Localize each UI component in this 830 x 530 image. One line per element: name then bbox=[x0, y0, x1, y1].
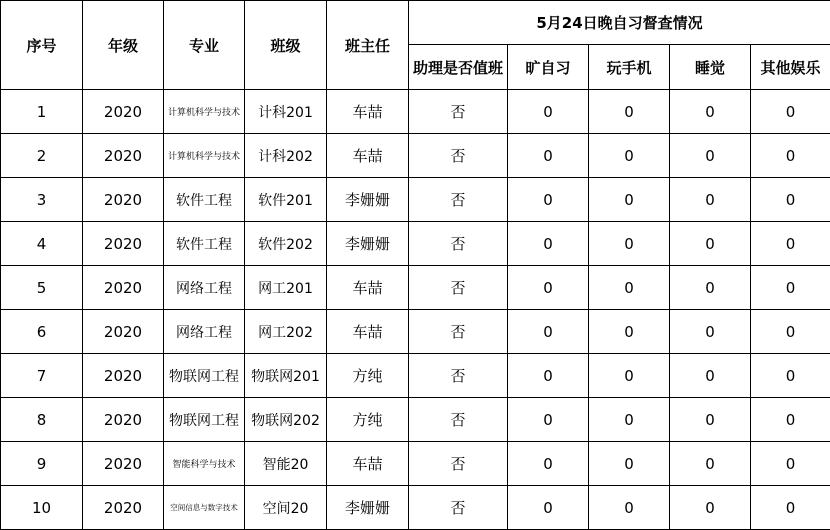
cell-absent[interactable]: 0 bbox=[508, 222, 589, 266]
header-inspection-group[interactable]: 5月24日晚自习督查情况 bbox=[409, 1, 830, 45]
cell-sleep[interactable]: 0 bbox=[670, 222, 751, 266]
cell-class[interactable]: 物联网201 bbox=[245, 354, 327, 398]
cell-phone[interactable]: 0 bbox=[589, 222, 670, 266]
header-phone[interactable]: 玩手机 bbox=[589, 45, 670, 90]
cell-phone[interactable]: 0 bbox=[589, 442, 670, 486]
cell-assistant-duty[interactable]: 否 bbox=[409, 442, 508, 486]
table-row bbox=[1, 354, 830, 398]
table-row bbox=[1, 310, 830, 354]
cell-absent[interactable]: 0 bbox=[508, 398, 589, 442]
header-grade[interactable]: 年级 bbox=[83, 1, 164, 90]
cell-other-entertainment[interactable]: 0 bbox=[751, 442, 830, 486]
cell-class[interactable]: 智能20 bbox=[245, 442, 327, 486]
cell-class[interactable]: 网工202 bbox=[245, 310, 327, 354]
cell-major[interactable]: 计算机科学与技术 bbox=[164, 134, 245, 178]
cell-major[interactable]: 物联网工程 bbox=[164, 354, 245, 398]
cell-other-entertainment[interactable]: 0 bbox=[751, 90, 830, 134]
cell-class[interactable]: 计科202 bbox=[245, 134, 327, 178]
cell-sleep[interactable]: 0 bbox=[670, 486, 751, 530]
cell-grade[interactable]: 2020 bbox=[83, 266, 164, 310]
cell-major[interactable]: 计算机科学与技术 bbox=[164, 90, 245, 134]
cell-index[interactable]: 6 bbox=[1, 310, 83, 354]
cell-teacher[interactable]: 李姗姗 bbox=[327, 222, 409, 266]
cell-sleep[interactable]: 0 bbox=[670, 354, 751, 398]
cell-teacher[interactable]: 李姗姗 bbox=[327, 178, 409, 222]
cell-other-entertainment[interactable]: 0 bbox=[751, 222, 830, 266]
cell-index[interactable]: 10 bbox=[1, 486, 83, 530]
header-other-entertainment[interactable]: 其他娱乐 bbox=[751, 45, 830, 90]
table-row bbox=[1, 266, 830, 310]
cell-phone[interactable]: 0 bbox=[589, 178, 670, 222]
cell-assistant-duty[interactable]: 否 bbox=[409, 354, 508, 398]
cell-major[interactable]: 空间信息与数字技术 bbox=[164, 486, 245, 530]
cell-major[interactable]: 软件工程 bbox=[164, 178, 245, 222]
cell-other-entertainment[interactable]: 0 bbox=[751, 134, 830, 178]
table-body bbox=[1, 90, 830, 530]
cell-major[interactable]: 软件工程 bbox=[164, 222, 245, 266]
header-row-top bbox=[1, 1, 830, 45]
cell-major[interactable]: 智能科学与技术 bbox=[164, 442, 245, 486]
cell-phone[interactable]: 0 bbox=[589, 266, 670, 310]
cell-absent[interactable]: 0 bbox=[508, 354, 589, 398]
cell-grade[interactable]: 2020 bbox=[83, 442, 164, 486]
cell-absent[interactable]: 0 bbox=[508, 266, 589, 310]
cell-assistant-duty[interactable]: 否 bbox=[409, 90, 508, 134]
cell-grade[interactable]: 2020 bbox=[83, 178, 164, 222]
cell-index[interactable]: 1 bbox=[1, 90, 83, 134]
cell-other-entertainment[interactable]: 0 bbox=[751, 486, 830, 530]
cell-phone[interactable]: 0 bbox=[589, 90, 670, 134]
cell-assistant-duty[interactable]: 否 bbox=[409, 310, 508, 354]
cell-grade[interactable]: 2020 bbox=[83, 90, 164, 134]
table-row bbox=[1, 442, 830, 486]
table-row bbox=[1, 222, 830, 266]
cell-assistant-duty[interactable]: 否 bbox=[409, 486, 508, 530]
cell-assistant-duty[interactable]: 否 bbox=[409, 266, 508, 310]
cell-absent[interactable]: 0 bbox=[508, 134, 589, 178]
cell-grade[interactable]: 2020 bbox=[83, 134, 164, 178]
cell-sleep[interactable]: 0 bbox=[670, 266, 751, 310]
table-row bbox=[1, 178, 830, 222]
cell-class[interactable]: 软件202 bbox=[245, 222, 327, 266]
cell-index[interactable]: 9 bbox=[1, 442, 83, 486]
cell-assistant-duty[interactable]: 否 bbox=[409, 178, 508, 222]
cell-teacher[interactable]: 车喆 bbox=[327, 134, 409, 178]
header-absent[interactable]: 旷自习 bbox=[508, 45, 589, 90]
cell-assistant-duty[interactable]: 否 bbox=[409, 222, 508, 266]
cell-teacher[interactable]: 方纯 bbox=[327, 398, 409, 442]
cell-phone[interactable]: 0 bbox=[589, 134, 670, 178]
cell-other-entertainment[interactable]: 0 bbox=[751, 266, 830, 310]
cell-grade[interactable]: 2020 bbox=[83, 222, 164, 266]
cell-grade[interactable]: 2020 bbox=[83, 310, 164, 354]
table-row bbox=[1, 486, 830, 530]
cell-absent[interactable]: 0 bbox=[508, 442, 589, 486]
cell-index[interactable]: 3 bbox=[1, 178, 83, 222]
cell-assistant-duty[interactable]: 否 bbox=[409, 398, 508, 442]
header-sleep[interactable]: 睡觉 bbox=[670, 45, 751, 90]
cell-major[interactable]: 网络工程 bbox=[164, 266, 245, 310]
cell-absent[interactable]: 0 bbox=[508, 178, 589, 222]
cell-sleep[interactable]: 0 bbox=[670, 90, 751, 134]
cell-grade[interactable]: 2020 bbox=[83, 354, 164, 398]
cell-sleep[interactable]: 0 bbox=[670, 134, 751, 178]
header-assistant-duty[interactable]: 助理是否值班 bbox=[409, 45, 508, 90]
cell-phone[interactable]: 0 bbox=[589, 486, 670, 530]
cell-grade[interactable]: 2020 bbox=[83, 486, 164, 530]
cell-teacher[interactable]: 车喆 bbox=[327, 266, 409, 310]
cell-other-entertainment[interactable]: 0 bbox=[751, 310, 830, 354]
table-row bbox=[1, 398, 830, 442]
cell-sleep[interactable]: 0 bbox=[670, 398, 751, 442]
cell-sleep[interactable]: 0 bbox=[670, 442, 751, 486]
cell-index[interactable]: 4 bbox=[1, 222, 83, 266]
cell-class[interactable]: 物联网202 bbox=[245, 398, 327, 442]
cell-teacher[interactable]: 车喆 bbox=[327, 90, 409, 134]
cell-other-entertainment[interactable]: 0 bbox=[751, 398, 830, 442]
cell-major[interactable]: 物联网工程 bbox=[164, 398, 245, 442]
cell-other-entertainment[interactable]: 0 bbox=[751, 354, 830, 398]
header-teacher[interactable]: 班主任 bbox=[327, 1, 409, 90]
cell-index[interactable]: 5 bbox=[1, 266, 83, 310]
cell-class[interactable]: 计科201 bbox=[245, 90, 327, 134]
cell-class[interactable]: 空间20 bbox=[245, 486, 327, 530]
cell-teacher[interactable]: 方纯 bbox=[327, 354, 409, 398]
cell-index[interactable]: 8 bbox=[1, 398, 83, 442]
cell-sleep[interactable]: 0 bbox=[670, 178, 751, 222]
cell-grade[interactable]: 2020 bbox=[83, 398, 164, 442]
cell-phone[interactable]: 0 bbox=[589, 354, 670, 398]
cell-absent[interactable]: 0 bbox=[508, 310, 589, 354]
cell-sleep[interactable]: 0 bbox=[670, 310, 751, 354]
cell-class[interactable]: 软件201 bbox=[245, 178, 327, 222]
cell-phone[interactable]: 0 bbox=[589, 398, 670, 442]
table-row bbox=[1, 134, 830, 178]
cell-teacher[interactable]: 李姗姗 bbox=[327, 486, 409, 530]
cell-other-entertainment[interactable]: 0 bbox=[751, 178, 830, 222]
cell-absent[interactable]: 0 bbox=[508, 486, 589, 530]
header-major[interactable]: 专业 bbox=[164, 1, 245, 90]
header-index[interactable]: 序号 bbox=[1, 1, 83, 90]
cell-major[interactable]: 网络工程 bbox=[164, 310, 245, 354]
table-row bbox=[1, 90, 830, 134]
cell-teacher[interactable]: 车喆 bbox=[327, 442, 409, 486]
cell-index[interactable]: 7 bbox=[1, 354, 83, 398]
header-class[interactable]: 班级 bbox=[245, 1, 327, 90]
cell-teacher[interactable]: 车喆 bbox=[327, 310, 409, 354]
cell-class[interactable]: 网工201 bbox=[245, 266, 327, 310]
cell-absent[interactable]: 0 bbox=[508, 90, 589, 134]
cell-phone[interactable]: 0 bbox=[589, 310, 670, 354]
cell-assistant-duty[interactable]: 否 bbox=[409, 134, 508, 178]
cell-index[interactable]: 2 bbox=[1, 134, 83, 178]
